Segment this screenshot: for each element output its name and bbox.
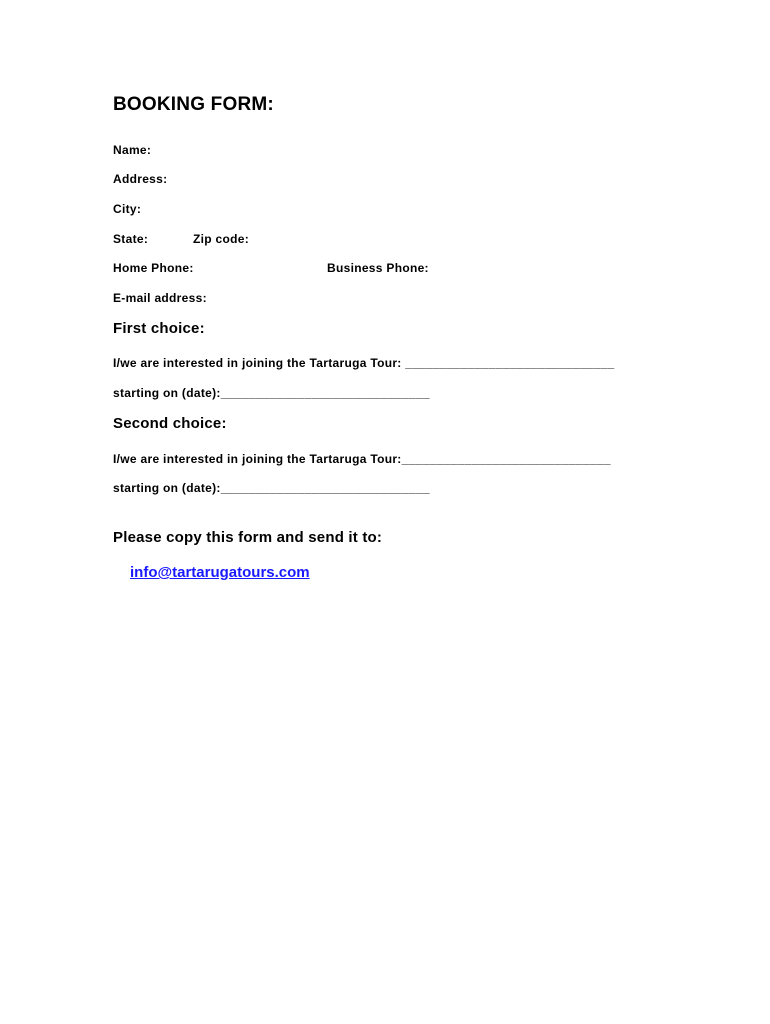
state-label: State:	[113, 232, 149, 246]
second-choice-tour-line: I/we are interested in joining the Tartaruga Tour:______________________________	[113, 452, 611, 466]
name-label: Name:	[113, 143, 152, 157]
send-instruction: Please copy this form and send it to:	[113, 529, 383, 546]
home-phone-label: Home Phone:	[113, 261, 194, 275]
second-choice-heading: Second choice:	[113, 415, 227, 432]
email-address-label: E-mail address:	[113, 291, 207, 305]
first-choice-heading: First choice:	[113, 320, 205, 337]
zip-code-label: Zip code:	[193, 232, 250, 246]
email-link[interactable]: info@tartarugatours.com	[130, 564, 310, 581]
first-choice-date-line: starting on (date):______________________________	[113, 386, 430, 400]
city-label: City:	[113, 202, 142, 216]
address-label: Address:	[113, 172, 168, 186]
business-phone-label: Business Phone:	[327, 261, 429, 275]
form-title: BOOKING FORM:	[113, 94, 274, 115]
first-choice-tour-line: I/we are interested in joining the Tartaruga Tour: ______________________________	[113, 356, 615, 370]
second-choice-date-line: starting on (date):______________________________	[113, 481, 430, 495]
